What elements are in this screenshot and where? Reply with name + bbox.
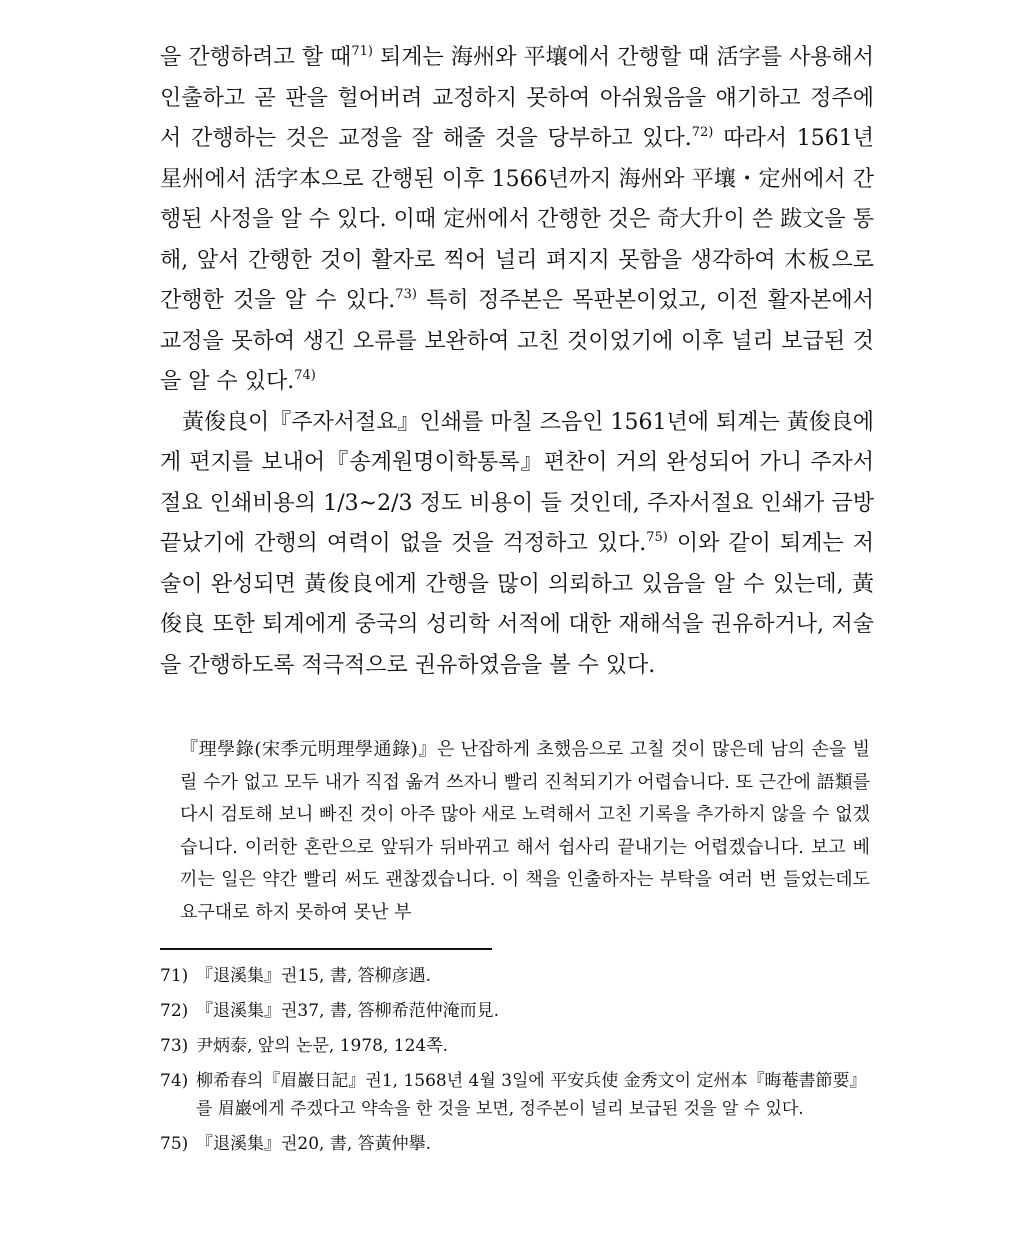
p2-text-b: 이와 같이 퇴계는 저술이 완성되면 黃俊良에게 간행을 많이 의뢰하고 있음을 알 수 있는데, 黃俊良 또한 퇴계에게 중국의 성리학 서적에 대한 재해석을 권유하거나, 저술을 간행하도록 적극적으로 권유하였음을 볼 수 있다. <box>160 531 874 678</box>
p2-text-a: 黃俊良이『주자서절요』인쇄를 마칠 즈음인 1561년에 퇴계는 黃俊良에게 편지를 보내어『송계원명이학통록』편찬이 거의 완성되어 가니 주자서절요 인쇄비용의 1/3~2/3 정도 비용이 들 것인데, 주자서절요 인쇄가 금방 끝났기에 간행의 여력이 없을 것을 걱정하고 있다. <box>160 409 874 556</box>
paragraph-2 <box>160 403 874 687</box>
main-text <box>160 38 874 686</box>
footnote-number: 75) <box>160 1134 189 1154</box>
footnote-73 <box>160 1032 874 1060</box>
footnote-ref-71[interactable]: 71) <box>351 44 373 59</box>
footnote-text: 『退溪集』권15, 書, 答柳彦遇. <box>196 966 432 986</box>
p1-text-c: 따라서 1561년 星州에서 活字本으로 간행된 이후 1566년까지 海州와 平壤・定州에서 간행된 사정을 알 수 있다. 이때 定州에서 간행한 것은 奇大升이 쓴 跋文을 통해, 앞서 간행한 것이 활자로 찍어 널리 펴지지 못함을 생각하여 木板으로 간행한 것을 알 수 있다. <box>160 126 875 313</box>
p1-text-a: 을 간행하려고 할 때 <box>160 45 352 70</box>
footnote-75 <box>160 1130 874 1158</box>
footnote-number: 71) <box>160 966 189 986</box>
footnote-text: 『退溪集』권20, 書, 答黃仲擧. <box>196 1134 432 1154</box>
footnote-number: 72) <box>160 1001 189 1021</box>
footnote-ref-75[interactable]: 75) <box>646 530 668 545</box>
footnote-ref-74[interactable]: 74) <box>294 368 316 383</box>
footnote-text: 柳希春의『眉巖日記』권1, 1568년 4월 3일에 平安兵使 金秀文이 定州本『晦菴書節要』를 眉巖에게 주겠다고 약속을 한 것을 보면, 정주본이 널리 보급된 것을 알 수 있다. <box>196 1071 867 1119</box>
footnote-text: 尹炳泰, 앞의 논문, 1978, 124쪽. <box>196 1036 449 1056</box>
footnote-ref-73[interactable]: 73) <box>395 287 417 302</box>
p1-text-d: 특히 정주본은 목판본이었고, 이전 활자본에서 교정을 못하여 생긴 오류를 보완하여 고친 것이었기에 이후 널리 보급된 것을 알 수 있다. <box>160 288 874 394</box>
footnote-74 <box>160 1067 874 1123</box>
footnote-text: 『退溪集』권37, 書, 答柳希范仲淹而見. <box>196 1001 500 1021</box>
paragraph-1 <box>160 38 874 403</box>
footnote-72 <box>160 997 874 1025</box>
footnote-number: 74) <box>160 1071 189 1091</box>
footnotes <box>160 962 874 1165</box>
footnote-ref-72[interactable]: 72) <box>691 125 714 140</box>
footnote-number: 73) <box>160 1036 189 1056</box>
block-quote: 『理學錄(宋季元明理學通錄)』은 난잡하게 초했음으로 고칠 것이 많은데 남의 손을 빌릴 수가 없고 모두 내가 직접 옮겨 쓰자니 빨리 진척되기가 어렵습니다. 또 근간에 語類를 다시 검토해 보니 빠진 것이 아주 많아 새로 노력해서 고친 기록을 추가하지 않을 수 없겠습니다. 이러한 혼란으로 앞뒤가 뒤바뀌고 해서 쉽사리 끝내기는 어렵겠습니다. 보고 베끼는 일은 약간 빨리 써도 괜찮겠습니다. 이 책을 인출하자는 부탁을 여러 번 들었는데도 요구대로 하지 못하여 못난 부 <box>180 739 870 923</box>
footnote-71 <box>160 962 874 990</box>
p1-text-b: 퇴계는 海州와 平壤에서 간행할 때 活字를 사용해서 인출하고 곧 판을 헐어버려 교정하지 못하여 아쉬웠음을 얘기하고 정주에서 간행하는 것은 교정을 잘 해줄 것을 당부하고 있다. <box>160 45 875 151</box>
footnote-separator <box>160 948 492 950</box>
